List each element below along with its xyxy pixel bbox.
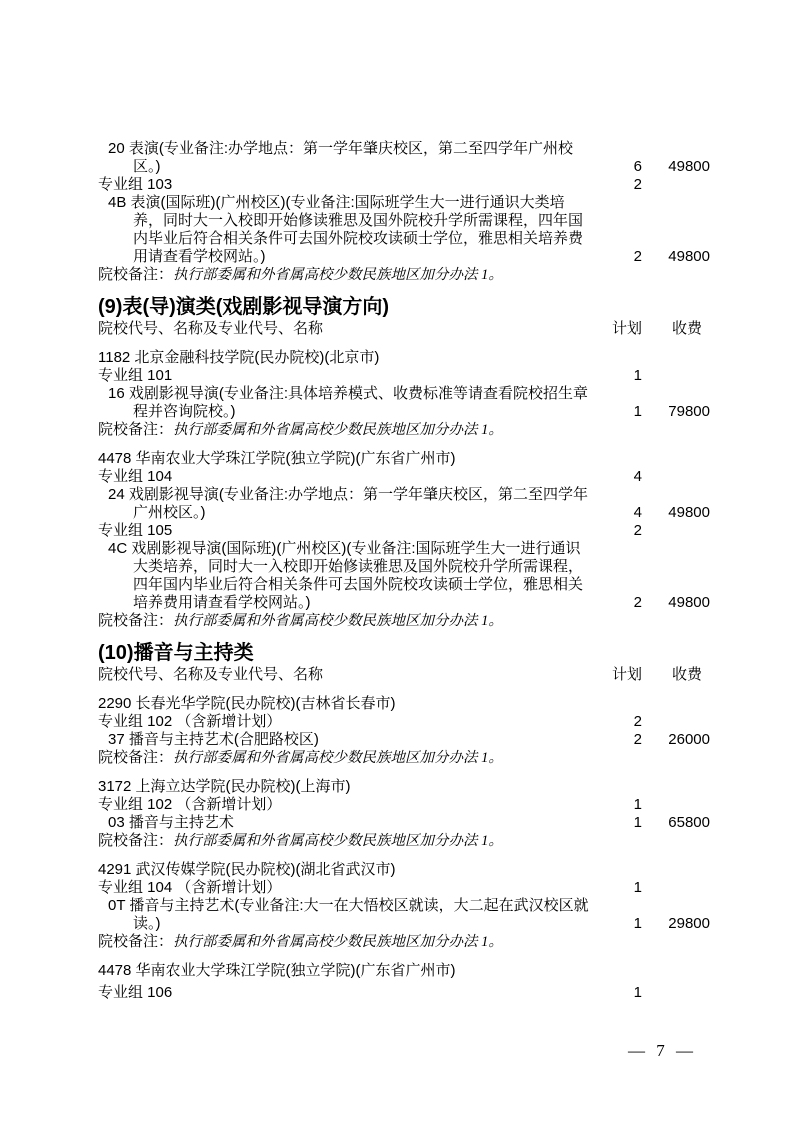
note-label: 院校备注：	[98, 832, 174, 849]
plan-count: 2	[633, 176, 642, 193]
major-name: 戏剧影视导演(专业备注:具体培养模式、收费标准等请查看院校招生章程并咨询院校。)	[128, 385, 589, 420]
major-code: 4C	[108, 540, 128, 557]
plan-count: 2	[633, 248, 642, 265]
college-header: 1182 北京金融科技学院(民办院校)(北京市)	[98, 349, 380, 366]
college-block-2290	[98, 695, 710, 767]
group-label: 专业组 102 （含新增计划）	[98, 713, 282, 730]
major-code: 0T	[108, 897, 126, 914]
major-row	[98, 731, 710, 749]
major-name: 戏剧影视导演(专业备注:办学地点：第一学年肇庆校区，第二至四学年广州校区。)	[128, 486, 589, 521]
major-row	[98, 486, 710, 522]
note-text: 执行部委属和外省属高校少数民族地区加分办法 1。	[173, 750, 503, 766]
section-10	[98, 640, 710, 1002]
column-header-name: 院校代号、名称及专业代号、名称	[98, 666, 324, 683]
major-entry	[98, 731, 592, 749]
page-content	[98, 140, 710, 1002]
college-header: 4478 华南农业大学珠江学院(独立学院)(广东省广州市)	[98, 450, 456, 467]
group-row	[98, 879, 710, 897]
group-label: 专业组 104 （含新增计划）	[98, 879, 282, 896]
major-name: 表演(专业备注:办学地点：第一学年肇庆校区，第二至四学年广州校区。)	[128, 140, 574, 175]
college-block-1182	[98, 349, 710, 439]
major-code: 24	[108, 486, 125, 503]
major-code: 20	[108, 140, 125, 157]
group-row	[98, 984, 710, 1002]
major-code: 03	[108, 814, 125, 831]
major-row	[98, 385, 710, 421]
note-text: 执行部委属和外省属高校少数民族地区加分办法 1。	[173, 833, 503, 849]
page-number: — 7 —	[628, 1041, 693, 1060]
major-entry	[98, 814, 592, 832]
major-entry	[98, 486, 592, 522]
group-row	[98, 367, 710, 385]
column-header-fee: 收费	[671, 320, 702, 337]
fee-amount: 49800	[668, 504, 710, 521]
note-text: 执行部委属和外省属高校少数民族地区加分办法 1。	[173, 267, 503, 283]
major-row	[98, 540, 710, 612]
plan-count: 4	[633, 468, 642, 485]
major-row	[98, 897, 710, 933]
column-header-row	[98, 666, 710, 684]
major-entry	[98, 385, 592, 421]
note-label: 院校备注：	[98, 933, 174, 950]
note-label: 院校备注：	[98, 749, 174, 766]
college-block-4478	[98, 450, 710, 630]
plan-count: 4	[633, 504, 642, 521]
plan-count: 2	[633, 713, 642, 730]
major-code: 4B	[108, 194, 127, 211]
group-label: 专业组 105	[98, 522, 173, 539]
group-row	[98, 176, 710, 194]
plan-count: 1	[633, 814, 642, 831]
group-label: 专业组 104	[98, 468, 173, 485]
college-header: 4478 华南农业大学珠江学院(独立学院)(广东省广州市)	[98, 962, 456, 979]
plan-count: 1	[633, 984, 642, 1001]
column-header-plan: 计划	[611, 320, 642, 337]
note-text: 执行部委属和外省属高校少数民族地区加分办法 1。	[173, 613, 503, 629]
group-label: 专业组 106	[98, 984, 173, 1001]
fee-amount: 49800	[668, 248, 710, 265]
college-block-4478-2	[98, 962, 710, 1002]
column-header-row	[98, 320, 710, 338]
fee-amount: 79800	[668, 403, 710, 420]
college-header: 2290 长春光华学院(民办院校)(吉林省长春市)	[98, 695, 396, 712]
major-code: 16	[108, 385, 125, 402]
plan-count: 2	[633, 731, 642, 748]
column-header-name: 院校代号、名称及专业代号、名称	[98, 320, 324, 337]
note-row	[98, 421, 710, 439]
fee-amount: 29800	[668, 915, 710, 932]
group-row	[98, 796, 710, 814]
continuation-block	[98, 140, 710, 284]
plan-count: 1	[633, 879, 642, 896]
plan-count: 1	[633, 796, 642, 813]
fee-amount: 49800	[668, 158, 710, 175]
major-name: 播音与主持艺术	[128, 814, 234, 831]
note-row	[98, 933, 710, 951]
group-row	[98, 468, 710, 486]
group-row	[98, 522, 710, 540]
fee-amount: 26000	[668, 731, 710, 748]
college-block-3172	[98, 778, 710, 850]
section-9	[98, 294, 710, 630]
major-code: 37	[108, 731, 125, 748]
group-label: 专业组 103	[98, 176, 173, 193]
section-title: (9)表(导)演类(戏剧影视导演方向)	[98, 296, 390, 318]
major-entry	[98, 897, 592, 933]
section-title: (10)播音与主持类	[98, 642, 254, 664]
major-name: 播音与主持艺术(合肥路校区)	[128, 731, 319, 748]
group-label: 专业组 102 （含新增计划）	[98, 796, 282, 813]
column-header-fee: 收费	[671, 666, 702, 683]
major-name: 表演(国际班)(广州校区)(专业备注:国际班学生大一进行通识大类培养，同时大一入校即开始修读雅思及国外院校升学所需课程，四年国内毕业后符合相关条件可去国外院校攻读硕士学位，雅思相关培养费用请查看学校网站。)	[130, 194, 584, 265]
plan-count: 1	[633, 915, 642, 932]
college-header: 3172 上海立达学院(民办院校)(上海市)	[98, 778, 351, 795]
plan-count: 6	[633, 158, 642, 175]
fee-amount: 65800	[668, 814, 710, 831]
note-text: 执行部委属和外省属高校少数民族地区加分办法 1。	[173, 934, 503, 950]
note-label: 院校备注：	[98, 421, 174, 438]
major-row	[98, 814, 710, 832]
major-row	[98, 140, 710, 176]
note-label: 院校备注：	[98, 266, 174, 283]
note-row	[98, 266, 710, 284]
major-row	[98, 194, 710, 266]
note-row	[98, 749, 710, 767]
plan-count: 1	[633, 403, 642, 420]
major-name: 戏剧影视导演(国际班)(广州校区)(专业备注:国际班学生大一进行通识大类培养，同时大一入校即开始修读雅思及国外院校升学所需课程，四年国内毕业后符合相关条件可去国外院校攻读硕士学位，雅思相关培养费用请查看学校网站。)	[131, 540, 584, 611]
major-name: 播音与主持艺术(专业备注:大一在大悟校区就读，大二起在武汉校区就读。)	[129, 897, 589, 932]
major-entry	[98, 194, 592, 266]
group-label: 专业组 101	[98, 367, 173, 384]
group-row	[98, 713, 710, 731]
column-header-plan: 计划	[611, 666, 642, 683]
note-row	[98, 612, 710, 630]
plan-count: 2	[633, 594, 642, 611]
college-block-4291	[98, 861, 710, 951]
plan-count: 1	[633, 367, 642, 384]
plan-count: 2	[633, 522, 642, 539]
major-entry	[98, 540, 592, 612]
fee-amount: 49800	[668, 594, 710, 611]
college-header: 4291 武汉传媒学院(民办院校)(湖北省武汉市)	[98, 861, 396, 878]
note-label: 院校备注：	[98, 612, 174, 629]
note-text: 执行部委属和外省属高校少数民族地区加分办法 1。	[173, 422, 503, 438]
note-row	[98, 832, 710, 850]
major-entry	[98, 140, 592, 176]
